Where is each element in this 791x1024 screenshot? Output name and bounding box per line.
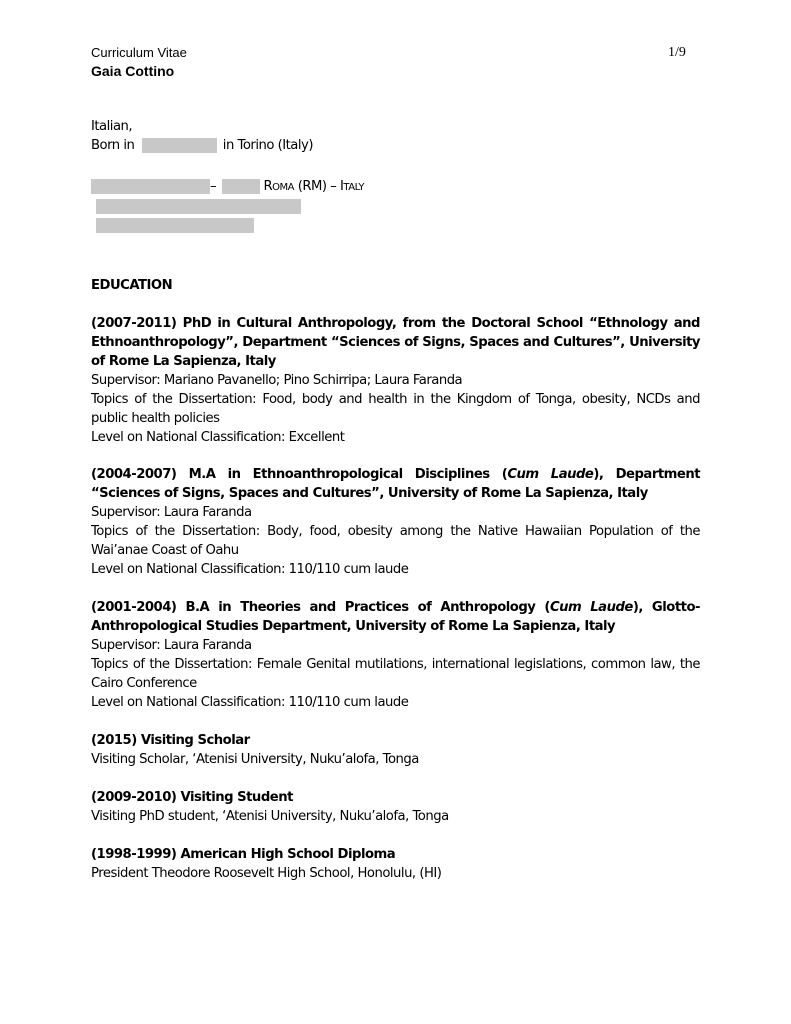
redacted-contact-line-1 xyxy=(96,199,301,214)
birth-line xyxy=(91,136,313,155)
cv-owner-name: Gaia Cottino xyxy=(91,63,175,79)
education-entry-phd xyxy=(91,314,700,447)
entry-supervisor: Supervisor: Mariano Pavanello; Pino Schirripa; Laura Faranda xyxy=(91,373,463,388)
entry-level: Level on National Classification: 110/110 cum laude xyxy=(91,695,409,710)
entry-detail: Visiting Scholar, ‘Atenisi University, Nuku’alofa, Tonga xyxy=(91,752,419,767)
education-entry-high-school xyxy=(91,845,700,883)
born-prefix: Born in xyxy=(91,138,135,153)
entry-topics: Topics of the Dissertation: Female Genital mutilations, international legislations, common law, the Cairo Conference xyxy=(91,657,700,691)
entry-topics: Topics of the Dissertation: Food, body and health in the Kingdom of Tonga, obesity, NCDs and public health policies xyxy=(91,392,700,426)
entry-detail: Visiting PhD student, ‘Atenisi University, Nuku’alofa, Tonga xyxy=(91,809,449,824)
education-entry-ba xyxy=(91,598,700,712)
entry-title: (1998-1999) American High School Diploma xyxy=(91,847,396,862)
entry-title: (2015) Visiting Scholar xyxy=(91,733,250,748)
address-line xyxy=(91,177,364,197)
redacted-postcode xyxy=(222,179,260,194)
entry-detail: President Theodore Roosevelt High School, Honolulu, (HI) xyxy=(91,866,442,881)
entry-title: (2001-2004) B.A in Theories and Practices of Anthropology (Cum Laude), Glotto-Anthropological Studies Department, University of Rome La Sapienza, Italy xyxy=(91,600,700,634)
entry-title: (2009-2010) Visiting Student xyxy=(91,790,293,805)
entry-level: Level on National Classification: 110/110 cum laude xyxy=(91,562,409,577)
redacted-birth-date xyxy=(142,138,217,153)
page-number: 1/9 xyxy=(668,45,686,60)
doc-title: Curriculum Vitae xyxy=(91,45,187,60)
entry-title: (2004-2007) M.A in Ethnoanthropological Disciplines (Cum Laude), Department “Sciences of Signs, Spaces and Cultures”, University of Rome La Sapienza, Italy xyxy=(91,467,701,501)
address-dash: – xyxy=(210,179,217,194)
entry-supervisor: Supervisor: Laura Faranda xyxy=(91,505,252,520)
entry-title: (2007-2011) PhD in Cultural Anthropology, from the Doctoral School “Ethnology and Ethnoanthropology”, Department “Sciences of Signs, Spaces and Cultures”, University of Rome La Sapienza, Italy xyxy=(91,316,700,369)
education-heading: EDUCATION xyxy=(91,278,173,293)
education-entry-visiting-scholar xyxy=(91,731,700,769)
born-suffix: in Torino (Italy) xyxy=(222,138,313,153)
education-entry-visiting-student xyxy=(91,788,700,826)
nationality: Italian, xyxy=(91,119,133,134)
entry-supervisor: Supervisor: Laura Faranda xyxy=(91,638,252,653)
entry-level: Level on National Classification: Excellent xyxy=(91,430,345,445)
redacted-street xyxy=(91,179,210,194)
redacted-contact-line-2 xyxy=(96,218,254,233)
education-entry-ma xyxy=(91,465,700,579)
entry-topics: Topics of the Dissertation: Body, food, obesity among the Native Hawaiian Population of the Wai’anae Coast of Oahu xyxy=(91,524,700,558)
address-city: ROMA (RM) – ITALY xyxy=(263,179,364,194)
